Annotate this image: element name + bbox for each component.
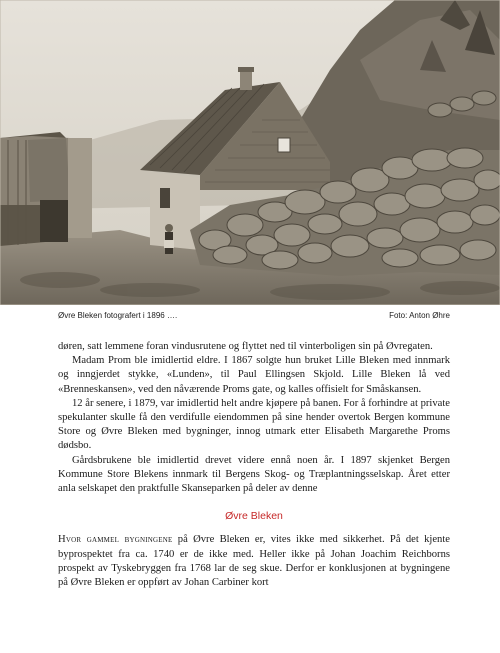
section-lead-in: Hvor gammel bygningene bbox=[58, 534, 173, 546]
section-paragraph bbox=[58, 533, 450, 590]
paragraph: 12 år senere, i 1879, var imidlertid helt andre kjøpere på banen. For å forhindre at private spekulanter skulle få den verdifulle eiendommen på sine hender overtok Bergen kommune Store og Øvre Bleken med bygninger, innog utmark etter Elisabeth Margarethe Proms dødsbo. bbox=[58, 397, 450, 452]
paragraph: Madam Prom ble imidlertid eldre. I 1867 solgte hun bruket Lille Bleken med innmark og inngjerdet stykke, «Lunden», til Paul Ellingsen Skjold. Lille Bleken lå ved «Brenneskansen», ved den nåværende Proms gate, og kalles offisielt for Småskansen. bbox=[58, 355, 450, 395]
photo-credit: Foto: Anton Øhre bbox=[389, 311, 450, 320]
body-text bbox=[58, 340, 450, 590]
section-text: på Øvre Bleken er, vites ikke med sikkerhet. På det kjente byprospektet fra ca. 1740 er de ikke med. Heller ikke på Johan Joachim Reichborns prospekt av Tyskebryggen fra 1768 lar de seg skue. Derfor er konklusjonen at bygningene på Øvre Bleken er oppført av Johan Carbiner kort bbox=[58, 534, 450, 589]
paragraph: døren, satt lemmene foran vindusrutene og flyttet ned til vinterboligen sin på Øvregaten. bbox=[58, 341, 433, 352]
paragraph: Gårdsbrukene ble imidlertid drevet videre ennå noen år. I 1897 skjenket Bergen Kommune Store Blekens innmark til Bergens Skog- og Træplantningsselskap. Året etter anla selskapet den praktfulle Skanseparken på deler av denne bbox=[58, 454, 450, 495]
figure-caption-row bbox=[58, 311, 450, 325]
farmhouse-photo-illustration bbox=[0, 0, 500, 305]
historic-photograph bbox=[0, 0, 500, 305]
figure-caption: Øvre Bleken fotografert i 1896 …. bbox=[58, 311, 178, 320]
section-heading: Øvre Bleken bbox=[225, 510, 283, 523]
